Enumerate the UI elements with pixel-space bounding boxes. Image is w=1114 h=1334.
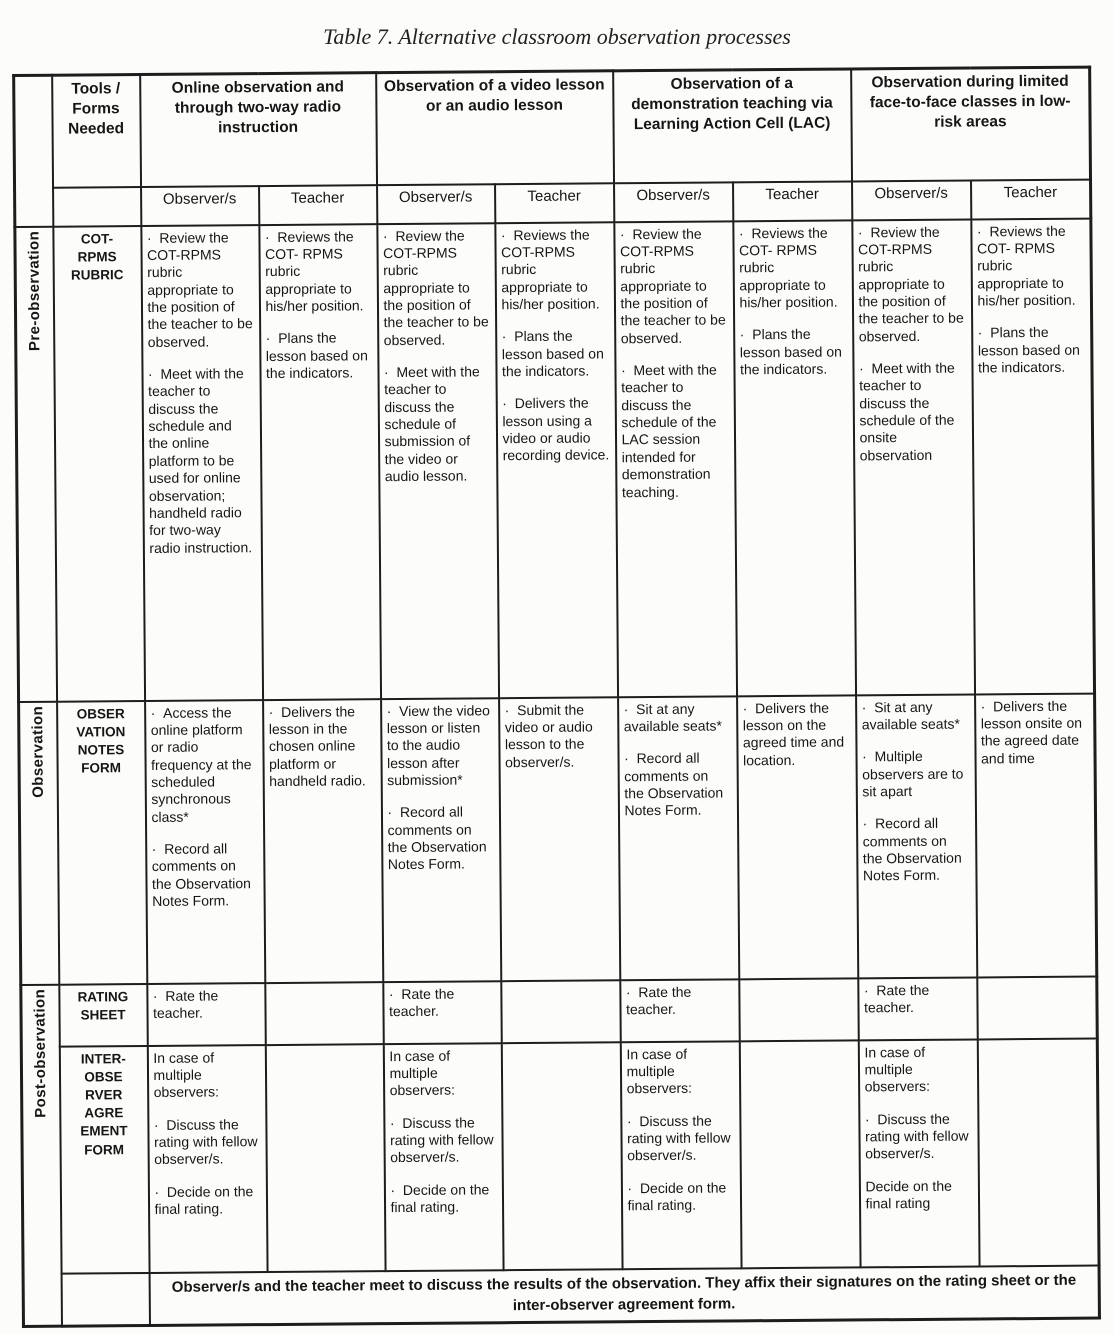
subheader-online-observer: Observer/s [141, 186, 259, 226]
subheader-video-teacher: Teacher [495, 183, 614, 223]
bullet-item: · Plans the lesson based on the indicators. [978, 324, 1086, 377]
bullet-item: · Delivers the lesson in the chosen online platform or handheld radio. [269, 703, 376, 791]
stage-label-observation [19, 701, 59, 984]
bullet-item: · Reviews the COT- RPMS rubric appropriate to his/her position. [739, 224, 847, 312]
post-observation-vertical-label: Post-observation [31, 988, 50, 1118]
subheader-f2f-teacher: Teacher [971, 179, 1091, 219]
subheader-online-teacher: Teacher [259, 185, 377, 225]
cell-rate-lac-teacher [739, 978, 858, 1041]
cell-inter-f2f-observer [858, 1039, 979, 1267]
cell-pre-online-teacher [259, 224, 381, 700]
tool-label-inter-observer-agreement-form: INTER- OBSE RVER AGRE EMENT FORM [59, 1046, 149, 1274]
bullet-item: · Sit at any available seats* [624, 700, 731, 736]
cell-pre-video-observer [377, 223, 499, 699]
bullet-item: · Meet with the teacher to discuss the schedule of the onsite observation [859, 360, 967, 465]
cell-inter-lac-observer [620, 1041, 741, 1269]
stage-label-pre-observation [15, 226, 57, 701]
bullet-item: · Meet with the teacher to discuss the schedule of the LAC session intended for demonstration teaching. [621, 361, 729, 501]
cell-rate-lac-observer [620, 979, 739, 1042]
subheader-f2f-observer: Observer/s [852, 180, 971, 220]
bullet-item: · View the video lesson or listen to the audio lesson after submission* [387, 702, 494, 790]
cell-rate-video-observer [383, 981, 501, 1044]
tool-label-observation-notes-form: OBSER VATION NOTES FORM [57, 701, 147, 985]
bullet-item: · Review the COT-RPMS rubric appropriate to the position of the teacher to be observed. [147, 229, 254, 351]
bullet-item: · Rate the teacher. [389, 985, 495, 1021]
cell-pre-lac-observer [614, 221, 737, 697]
stage-label-post-observation [21, 984, 62, 1326]
observation-vertical-label: Observation [29, 705, 48, 798]
cell-obs-video-teacher [499, 697, 620, 981]
bullet-item: · Sit at any available seats* [862, 698, 969, 734]
bullet-item: · Submit the video or audio lesson to the observer/s. [505, 701, 613, 771]
cell-pre-online-observer [141, 225, 263, 701]
bullet-item: · Meet with the teacher to discuss the schedule of submission of the video or audio lesson. [384, 363, 491, 485]
bullet-item: · Plans the lesson based on the indicators. [266, 330, 372, 383]
bullet-item: · Reviews the COT-RPMS rubric appropriate to his/her position. [501, 226, 609, 314]
bullet-item: · Delivers the lesson onsite on the agreed date and time [981, 697, 1089, 767]
cell-rate-f2f-teacher [977, 976, 1097, 1039]
bullet-item: · Decide on the final rating. [154, 1183, 260, 1219]
cell-inter-online-teacher [265, 1044, 385, 1272]
cell-inter-video-observer [383, 1043, 503, 1271]
stage-header-empty-cell [14, 75, 53, 226]
bullet-item: · Review the COT-RPMS rubric appropriate to the position of the teacher to be observed. [383, 227, 490, 349]
bullet-item: · Multiple observers are to sit apart [862, 748, 969, 801]
subheader-lac-observer: Observer/s [614, 182, 733, 222]
subheader-video-observer: Observer/s [377, 184, 495, 224]
bullet-item: · Meet with the teacher to discuss the schedule and the online platform to be used for online observation; handheld radio for two-way radio instruction. [148, 365, 255, 557]
cell-inter-online-observer [147, 1045, 267, 1273]
cell-inter-f2f-teacher [977, 1038, 1099, 1266]
bullet-item: In case of multiple observers: [626, 1045, 693, 1097]
bullet-item: · Plans the lesson based on the indicators. [740, 326, 847, 379]
cell-obs-lac-observer [618, 696, 739, 980]
pre-observation-vertical-label: Pre-observation [25, 230, 44, 351]
bullet-item: · Record all comments on the Observation Notes Form. [387, 804, 494, 874]
bullet-item: · Rate the teacher. [864, 981, 971, 1017]
bullet-item: · Review the COT-RPMS rubric appropriate to the position of the teacher to be observed. [858, 223, 966, 345]
cell-pre-f2f-observer [852, 219, 975, 695]
tools-subheader-empty-cell [53, 187, 141, 227]
cell-rate-online-teacher [265, 982, 383, 1045]
bullet-item: · Record all comments on the Observation Notes Form. [624, 750, 732, 820]
cell-pre-lac-teacher [733, 220, 856, 696]
bullet-item: In case of multiple observers: [864, 1043, 931, 1095]
bullet-item: · Discuss the rating with fellow observer/s. [627, 1112, 734, 1165]
bullet-item: · Delivers the lesson using a video or audio recording device. [502, 395, 610, 465]
group-header-face-to-face: Observation during limited face-to-face classes in low-risk areas [851, 67, 1091, 181]
group-header-lac: Observation of a demonstration teaching via Learning Action Cell (LAC) [613, 69, 852, 183]
bullet-item: · Discuss the rating with fellow observer/s. [865, 1110, 972, 1163]
bullet-item: · Decide on the final rating. [627, 1179, 734, 1215]
tool-label-cot-rpms-rubric: COT- RPMS RUBRIC [53, 226, 145, 702]
note-tools-empty-cell [61, 1273, 149, 1327]
bullet-item: · Reviews the COT- RPMS rubric appropriate to his/her position. [977, 222, 1085, 310]
bullet-item: · Delivers the lesson on the agreed time and location. [743, 699, 851, 769]
group-header-online: Online observation and through two-way radio instruction [140, 73, 377, 187]
bullet-item: · Discuss the rating with fellow observer/s. [154, 1116, 260, 1169]
cell-rate-online-observer [147, 983, 265, 1046]
bullet-item: · Rate the teacher. [626, 983, 733, 1019]
cell-pre-f2f-teacher [971, 218, 1095, 694]
cell-rate-video-teacher [501, 980, 620, 1043]
cell-obs-f2f-teacher [975, 693, 1097, 977]
subheader-lac-teacher: Teacher [733, 181, 852, 221]
bullet-item: · Decide on the final rating. [390, 1181, 496, 1217]
tools-forms-header: Tools / Forms Needed [52, 75, 141, 188]
cell-obs-online-observer [145, 700, 265, 984]
cell-obs-online-teacher [263, 699, 383, 983]
bullet-item: · Reviews the COT- RPMS rubric appropriate to his/her position. [265, 228, 372, 316]
group-header-video-audio: Observation of a video lesson or an audio lesson [376, 71, 614, 185]
cell-obs-video-observer [381, 698, 501, 982]
bullet-item: · Discuss the rating with fellow observer/s. [390, 1114, 496, 1167]
bullet-item: · Record all comments on the Observation Notes Form. [152, 840, 259, 910]
cell-obs-f2f-observer [856, 694, 977, 978]
observation-table [12, 66, 1101, 1328]
cell-inter-lac-teacher [739, 1040, 860, 1268]
closing-note: Observer/s and the teacher meet to discuss the results of the observation. They affix their signatures on the rating sheet or the inter-observer agreement form. [149, 1265, 1099, 1325]
bullet-item: · Plans the lesson based on the indicators. [502, 328, 609, 381]
cell-rate-f2f-observer [858, 977, 977, 1040]
tool-label-rating-sheet: RATING SHEET [59, 984, 147, 1047]
bullet-item: · Review the COT-RPMS rubric appropriate to the position of the teacher to be observed. [620, 225, 728, 347]
bullet-item: In case of multiple observers: [153, 1048, 220, 1101]
table-caption: Table 7. Alternative classroom observation processes [323, 24, 791, 49]
bullet-item: · Rate the teacher. [153, 987, 259, 1023]
cell-obs-lac-teacher [737, 695, 858, 979]
bullet-item: · Record all comments on the Observation Notes Form. [863, 815, 971, 885]
cell-pre-video-teacher [495, 222, 618, 698]
bullet-item: Decide on the final rating [865, 1177, 952, 1212]
bullet-item: In case of multiple observers: [389, 1047, 456, 1099]
bullet-item: · Access the online platform or radio frequency at the scheduled synchronous class* [151, 704, 258, 826]
cell-inter-video-teacher [501, 1042, 622, 1270]
